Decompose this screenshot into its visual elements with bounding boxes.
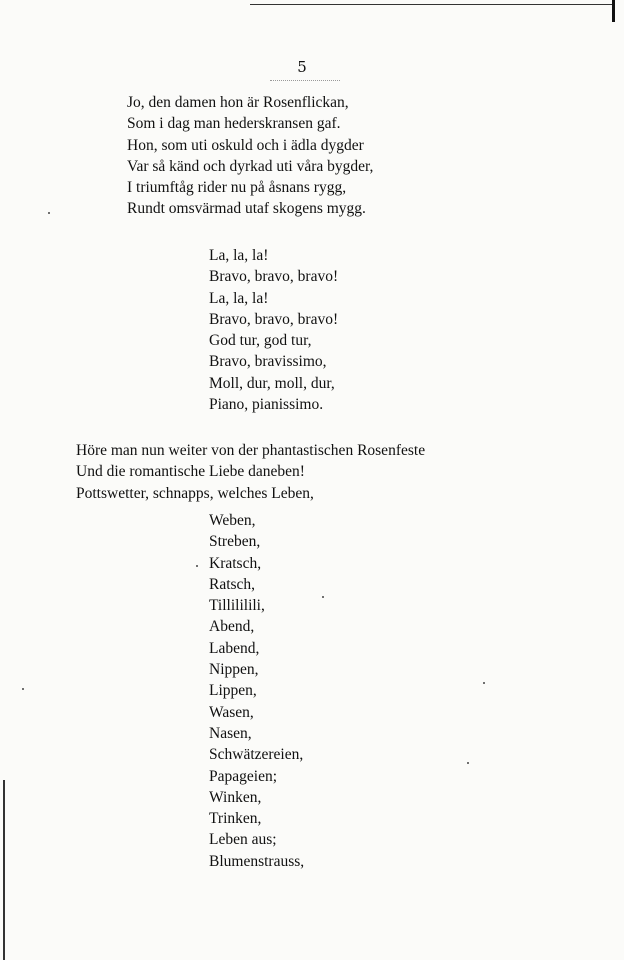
verse-line: La, la, la! (209, 289, 269, 307)
verse-line: Bravo, bravo, bravo! (209, 268, 339, 286)
verse-line: Bravo, bravo, bravo! (209, 310, 339, 328)
top-border-rule (250, 4, 612, 5)
verse-line: Var så känd och dyrkad uti våra bygder, (127, 157, 374, 175)
verse-line: Streben, (209, 533, 261, 551)
verse-line: Leben aus; (209, 831, 277, 849)
verse-line: Lippen, (209, 682, 257, 700)
print-speck (22, 688, 24, 690)
verse-line: Kratsch, (209, 554, 262, 572)
verse-line: I triumftåg rider nu på åsnans rygg, (127, 179, 347, 197)
verse-line: Som i dag man hederskransen gaf. (127, 115, 341, 133)
verse-line: Blumenstrauss, (209, 852, 305, 870)
verse-line: Moll, dur, moll, dur, (209, 374, 335, 392)
header-divider (270, 80, 340, 81)
verse-line: Weben, (209, 512, 256, 529)
verse-line: Wasen, (209, 703, 254, 721)
verse-line: Höre man nun weiter von der phantastischen Rosenfeste (76, 442, 426, 459)
verse-line: Abend, (209, 618, 255, 636)
verse-line: Rundt omsvärmad utaf skogens mygg. (127, 200, 366, 218)
verse-line: Nasen, (209, 724, 252, 742)
verse-line: God tur, god tur, (209, 332, 312, 350)
swedish-stanza (127, 92, 373, 220)
verse-line: Jo, den damen hon är Rosenflickan, (127, 94, 349, 111)
print-speck (467, 762, 469, 764)
print-speck (48, 212, 50, 214)
page-number: 5 (297, 58, 307, 76)
verse-line: Trinken, (209, 810, 262, 828)
verse-line: Hon, som uti oskuld och i ädla dygder (127, 136, 364, 154)
verse-line: Ratsch, (209, 575, 256, 593)
print-speck (322, 596, 324, 598)
german-stanza (76, 440, 425, 504)
refrain-stanza (209, 245, 338, 415)
print-speck (196, 565, 198, 567)
verse-line: Und die romantische Liebe daneben! (76, 463, 305, 481)
verse-line: Bravo, bravissimo, (209, 353, 327, 371)
verse-line: La, la, la! (209, 247, 269, 264)
verse-line: Papageien; (209, 767, 278, 785)
verse-line: Piano, pianissimo. (209, 396, 324, 414)
verse-line: Labend, (209, 639, 260, 657)
binding-edge-line (3, 780, 5, 960)
print-speck (483, 682, 485, 684)
verse-line: Schwätzereien, (209, 746, 304, 764)
verse-line: Winken, (209, 788, 262, 806)
verse-line: Nippen, (209, 661, 259, 679)
verse-line: Tillililili, (209, 597, 265, 615)
word-list-stanza (209, 510, 304, 872)
page-edge-mark (612, 0, 615, 22)
verse-line: Pottswetter, schnapps, welches Leben, (76, 484, 314, 502)
